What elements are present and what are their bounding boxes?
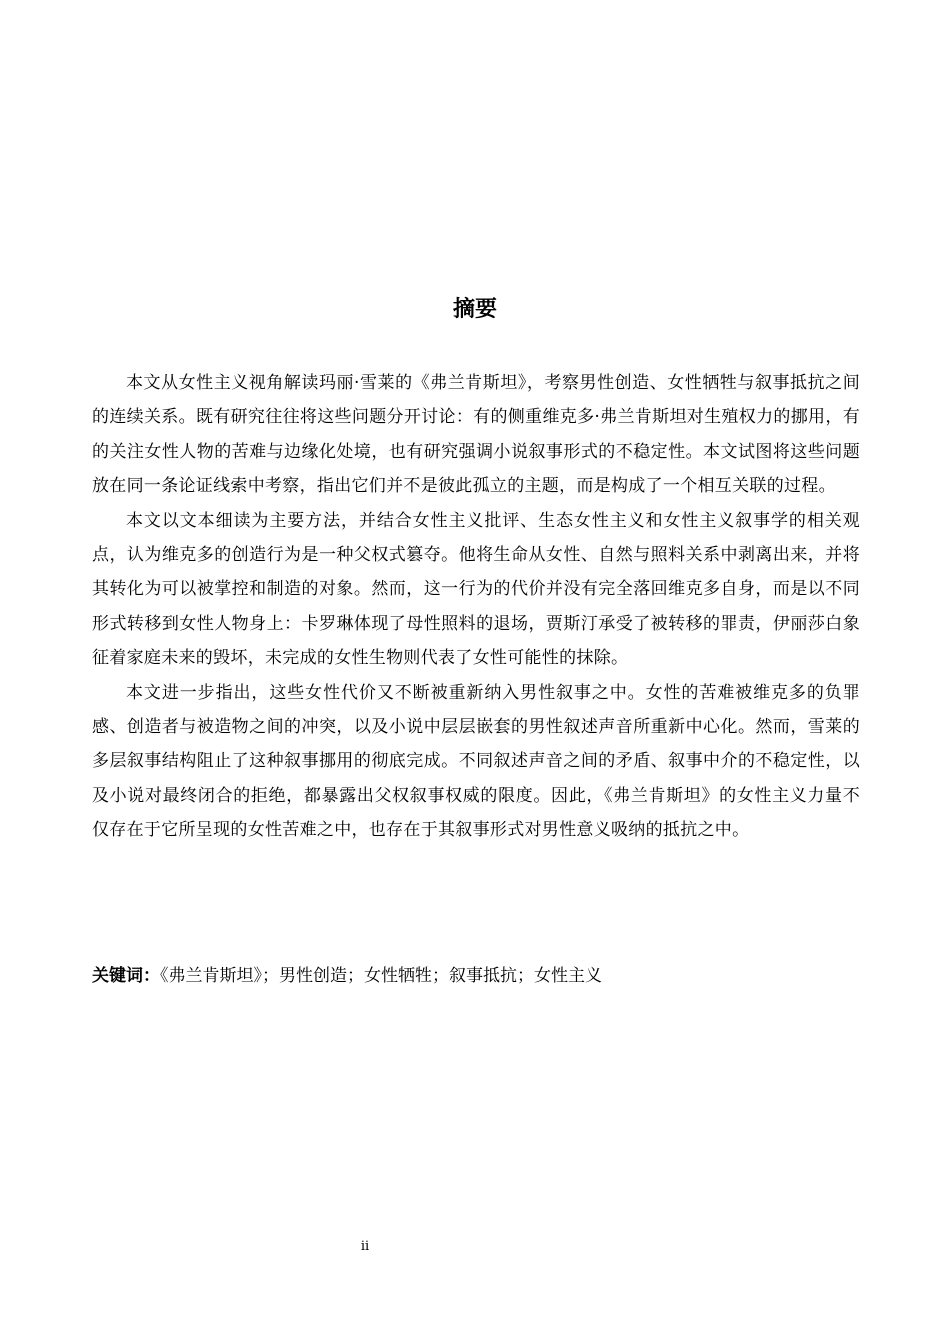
keywords-label: 关键词：: [92, 966, 160, 986]
abstract-body: [92, 366, 860, 848]
abstract-paragraph-2: 本文以文本细读为主要方法，并结合女性主义批评、生态女性主义和女性主义叙事学的相关观点，认为维克多的创造行为是一种父权式篡夺。他将生命从女性、自然与照料关系中剥离出来，并将其转化为可以被掌控和制造的对象。然而，这一行为的代价并没有完全落回维克多自身，而是以不同形式转移到女性人物身上：卡罗琳体现了母性照料的退场，贾斯汀承受了被转移的罪责，伊丽莎白象征着家庭未来的毁坏，未完成的女性生物则代表了女性可能性的抹除。: [92, 510, 860, 669]
keywords-list: 《弗兰肯斯坦》；男性创造；女性牺牲；叙事抵抗；女性主义: [160, 966, 602, 986]
keywords-line: [92, 958, 860, 994]
abstract-paragraph-1: 本文从女性主义视角解读玛丽·雪莱的《弗兰肯斯坦》，考察男性创造、女性牺牲与叙事抵抗之间的连续关系。既有研究往往将这些问题分开讨论：有的侧重维克多·弗兰肯斯坦对生殖权力的挪用，有的关注女性人物的苦难与边缘化处境，也有研究强调小说叙事形式的不稳定性。本文试图将这些问题放在同一条论证线索中考察，指出它们并不是彼此孤立的主题，而是构成了一个相互关联的过程。: [92, 373, 860, 497]
page-number: ii: [360, 1239, 370, 1254]
abstract-title: 摘要: [452, 297, 497, 322]
abstract-paragraph-3: 本文进一步指出，这些女性代价又不断被重新纳入男性叙事之中。女性的苦难被维克多的负罪感、创造者与被造物之间的冲突，以及小说中层层嵌套的男性叙述声音所重新中心化。然而，雪莱的多层叙事结构阻止了这种叙事挪用的彻底完成。不同叙述声音之间的矛盾、叙事中介的不稳定性，以及小说对最终闭合的拒绝，都暴露出父权叙事权威的限度。因此，《弗兰肯斯坦》的女性主义力量不仅存在于它所呈现的女性苦难之中，也存在于其叙事形式对男性意义吸纳的抵抗之中。: [92, 682, 860, 841]
